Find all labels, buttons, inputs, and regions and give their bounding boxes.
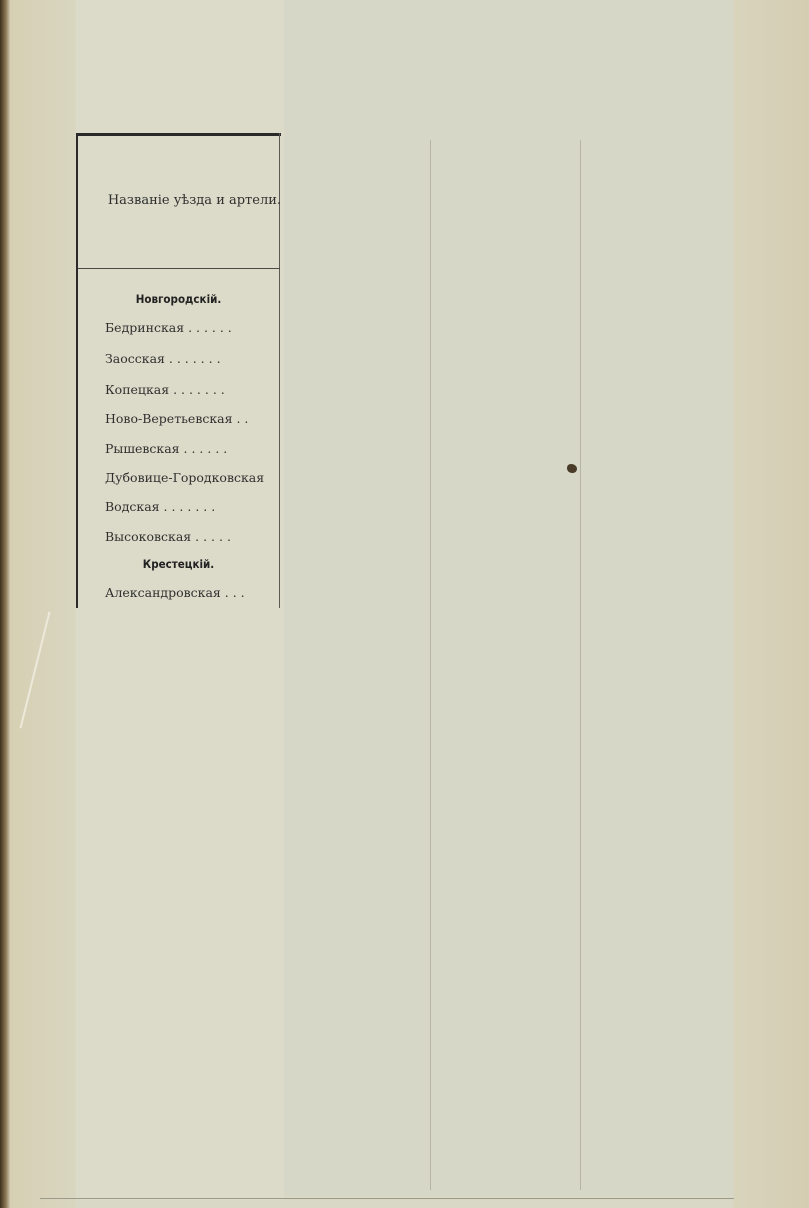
blank-sheet [284, 0, 733, 1195]
book-spine [0, 0, 10, 1208]
right-margin [733, 0, 809, 1208]
bottom-edge-line [40, 1198, 734, 1199]
section-title-krestetsky: Крестецкій. [142, 557, 215, 571]
table-row: Бедринская . . . . . . [105, 320, 232, 335]
table-row: Дубовице-Городковская [105, 470, 265, 485]
table-row: Рышевская . . . . . . [105, 441, 228, 456]
ink-stain [567, 464, 577, 473]
table-row: Водская . . . . . . . [105, 499, 216, 514]
faint-column-rule [430, 140, 431, 1190]
table-row: Заосская . . . . . . . [105, 351, 221, 366]
faint-column-rule [580, 140, 581, 1190]
column-header: Названіе уѣзда и артели. [107, 193, 281, 208]
table-top-rule [76, 133, 281, 136]
left-margin [10, 0, 76, 1208]
table-row: Копецкая . . . . . . . [105, 382, 225, 397]
section-title-novgorod: Новгородскій. [135, 292, 222, 306]
table-row: Высоковская . . . . . [105, 529, 231, 544]
table-row: Ново-Веретьевская . . [105, 411, 249, 426]
artel-table [76, 133, 281, 608]
table-row: Александровская . . . [105, 585, 245, 600]
header-divider [78, 268, 280, 269]
